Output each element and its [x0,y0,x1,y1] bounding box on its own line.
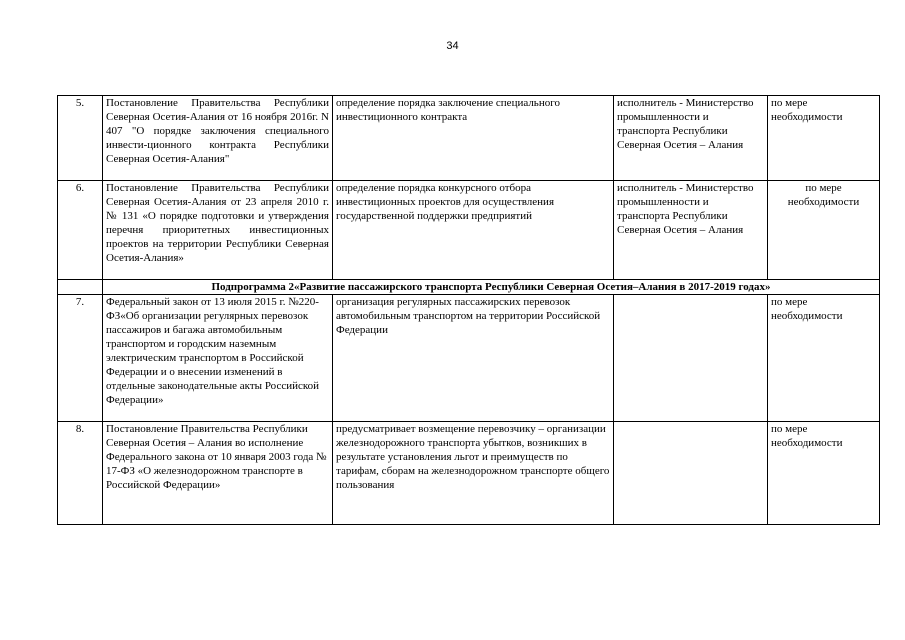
executor-cell [614,295,768,422]
measures-table [57,95,880,525]
term-cell: по мере необходимости [768,422,880,525]
row-number: 8. [58,422,103,525]
table-row [58,295,880,422]
purpose-cell: организация регулярных пассажирских перевозок автомобильным транспортом на территории Российской Федерации [333,295,614,422]
table-row [58,422,880,525]
row-number: 7. [58,295,103,422]
document-cell: Федеральный закон от 13 июля 2015 г. №220-ФЗ«Об организации регулярных перевозок пассажиров и багажа автомобильным транспортом и городским наземным электрическим транспортом в Российской Федерации и о внесении изменений в отдельные законодательные акты Российской Федерации» [103,295,333,422]
executor-cell: исполнитель - Министерство промышленности и транспорта Республики Северная Осетия – Алания [614,96,768,181]
purpose-cell: предусматривает возмещение перевозчику – организации железнодорожного транспорта убытков, возникших в результате установления льгот и преимуществ по тарифам, сборам на железнодорожном транспорте общего пользования [333,422,614,525]
term-cell: по мере необходимости [768,96,880,181]
table-row [58,96,880,181]
purpose-cell: определение порядка конкурсного отбора инвестиционных проектов для осуществления государственной поддержки предприятий [333,181,614,280]
row-number: 5. [58,96,103,181]
document-cell: Постановление Правительства Республики Северная Осетия – Алания во исполнение Федерального закона от 10 января 2003 года № 17-ФЗ «О железнодорожном транспорте в Российской Федерации» [103,422,333,525]
document-cell: Постановление Правительства Республики Северная Осетия-Алания от 23 апреля 2010 г. № 131 «О порядке подготовки и утверждения перечня приоритетных инвестиционных проектов на территории Республики Северная Осетия-Алания» [103,181,333,280]
executor-cell: исполнитель - Министерство промышленности и транспорта Республики Северная Осетия – Алания [614,181,768,280]
page-number: 34 [446,40,459,52]
purpose-cell: определение порядка заключение специального инвестиционного контракта [333,96,614,181]
term-cell: по мере необходимости [768,181,880,280]
executor-cell [614,422,768,525]
subprogram-heading: Подпрограмма 2«Развитие пассажирского транспорта Республики Северная Осетия–Алания в 2017-2019 годах» [103,280,880,295]
document-cell: Постановление Правительства Республики Северная Осетия-Алания от 16 ноября 2016г. N 407 "О порядке заключения специального инвести-ционного контракта Республики Северная Осетия-Алания" [103,96,333,181]
term-cell: по мере необходимости [768,295,880,422]
row-number [58,280,103,295]
table-row [58,181,880,280]
subprogram-row [58,280,880,295]
row-number: 6. [58,181,103,280]
